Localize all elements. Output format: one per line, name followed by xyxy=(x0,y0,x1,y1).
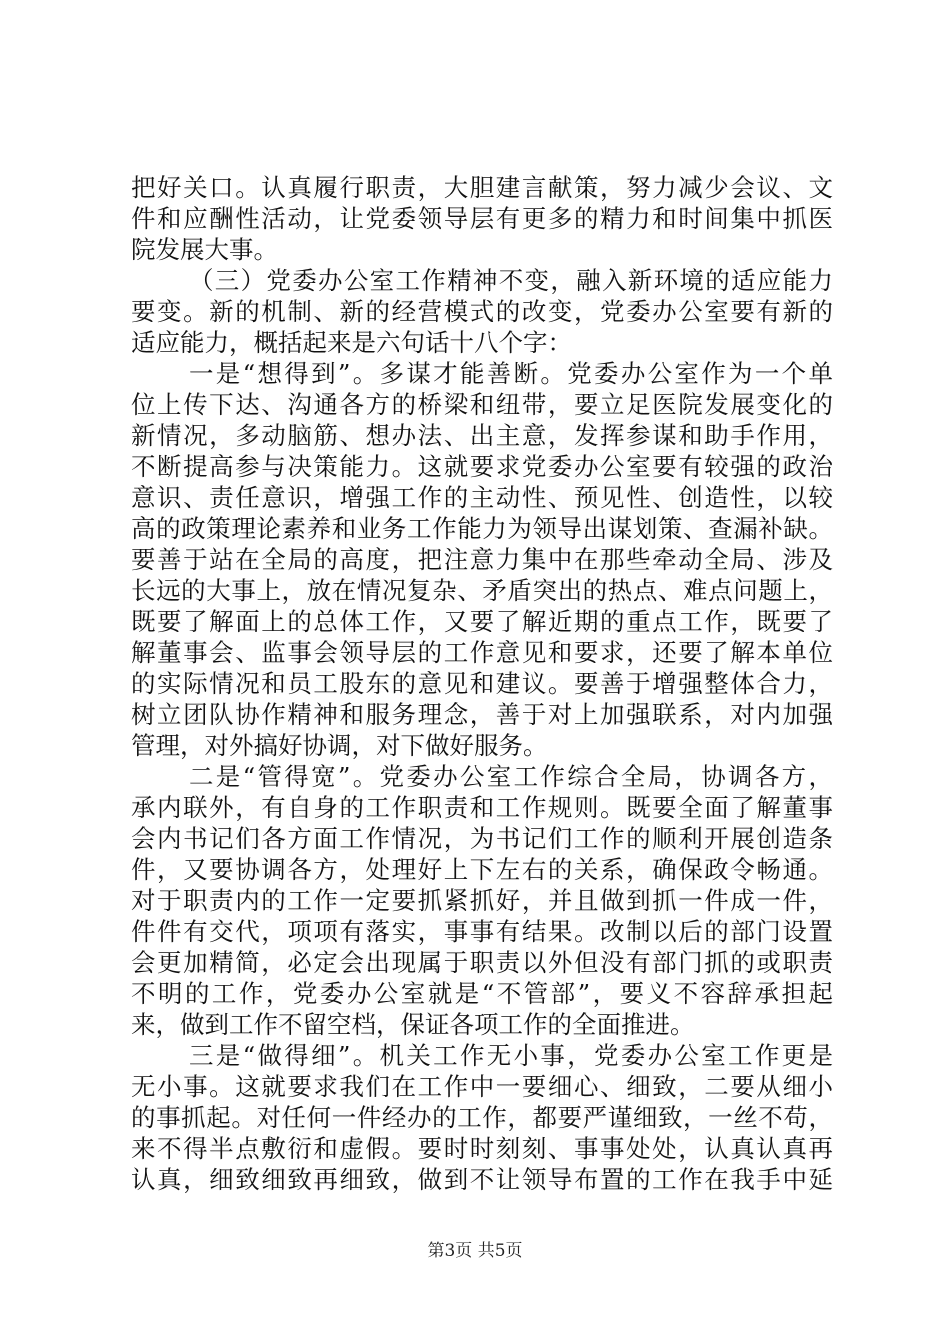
text-line: 不断提高参与决策能力。这就要求党委办公室要有较强的政治 xyxy=(131,452,833,481)
text-line: 要变。新的机制、新的经营模式的改变，党委办公室要有新的 xyxy=(131,297,833,326)
text-line: （三）党委办公室工作精神不变，融入新环境的适应能力 xyxy=(189,266,833,295)
text-line: 件和应酬性活动，让党委领导层有更多的精力和时间集中抓医 xyxy=(131,204,833,233)
page-number-footer: 第3页 共5页 xyxy=(427,1241,523,1261)
text-line: 一是“想得到”。多谋才能善断。党委办公室作为一个单 xyxy=(189,359,833,388)
text-line: 把好关口。认真履行职责，大胆建言献策，努力减少会议、文 xyxy=(131,173,833,202)
text-line: 来，做到工作不留空档，保证各项工作的全面推进。 xyxy=(131,1010,695,1039)
document-body xyxy=(131,172,833,1195)
text-line: 不明的工作，党委办公室就是“不管部”，要义不容辞承担起 xyxy=(131,979,833,1008)
text-line: 件，又要协调各方，处理好上下左右的关系，确保政令畅通。 xyxy=(131,855,833,884)
text-line: 意识、责任意识，增强工作的主动性、预见性、创造性，以较 xyxy=(131,483,833,512)
text-line: 高的政策理论素养和业务工作能力为领导出谋划策、查漏补缺。 xyxy=(131,514,833,543)
text-line: 既要了解面上的总体工作，又要了解近期的重点工作，既要了 xyxy=(131,607,833,636)
text-line: 会内书记们各方面工作情况，为书记们工作的顺利开展创造条 xyxy=(131,824,833,853)
text-line: 长远的大事上，放在情况复杂、矛盾突出的热点、难点问题上， xyxy=(131,576,833,605)
text-line: 对于职责内的工作一定要抓紧抓好，并且做到抓一件成一件， xyxy=(131,886,833,915)
text-line: 新情况，多动脑筋、想办法、出主意，发挥参谋和助手作用， xyxy=(131,421,833,450)
text-line: 三是“做得细”。机关工作无小事，党委办公室工作更是 xyxy=(189,1041,833,1070)
text-line: 件件有交代，项项有落实，事事有结果。改制以后的部门设置 xyxy=(131,917,833,946)
text-line: 承内联外，有自身的工作职责和工作规则。既要全面了解董事 xyxy=(131,793,833,822)
text-line: 的实际情况和员工股东的意见和建议。要善于增强整体合力， xyxy=(131,669,833,698)
text-line: 要善于站在全局的高度，把注意力集中在那些牵动全局、涉及 xyxy=(131,545,833,574)
text-line: 适应能力，概括起来是六句话十八个字： xyxy=(131,328,572,357)
text-line: 树立团队协作精神和服务理念，善于对上加强联系，对内加强 xyxy=(131,700,833,729)
text-line: 的事抓起。对任何一件经办的工作，都要严谨细致，一丝不苟， xyxy=(131,1103,833,1132)
text-line: 会更加精简，必定会出现属于职责以外但没有部门抓的或职责 xyxy=(131,948,833,977)
text-line: 管理，对外搞好协调，对下做好服务。 xyxy=(131,731,548,760)
text-line: 位上传下达、沟通各方的桥梁和纽带，要立足医院发展变化的 xyxy=(131,390,833,419)
text-line: 二是“管得宽”。党委办公室工作综合全局，协调各方， xyxy=(189,762,833,791)
text-line: 院发展大事。 xyxy=(131,235,278,264)
text-line: 解董事会、监事会领导层的工作意见和要求，还要了解本单位 xyxy=(131,638,833,667)
text-line: 认真，细致细致再细致，做到不让领导布置的工作在我手中延 xyxy=(131,1165,833,1194)
text-line: 无小事。这就要求我们在工作中一要细心、细致，二要从细小 xyxy=(131,1072,833,1101)
text-line: 来不得半点敷衍和虚假。要时时刻刻、事事处处，认真认真再 xyxy=(131,1134,833,1163)
